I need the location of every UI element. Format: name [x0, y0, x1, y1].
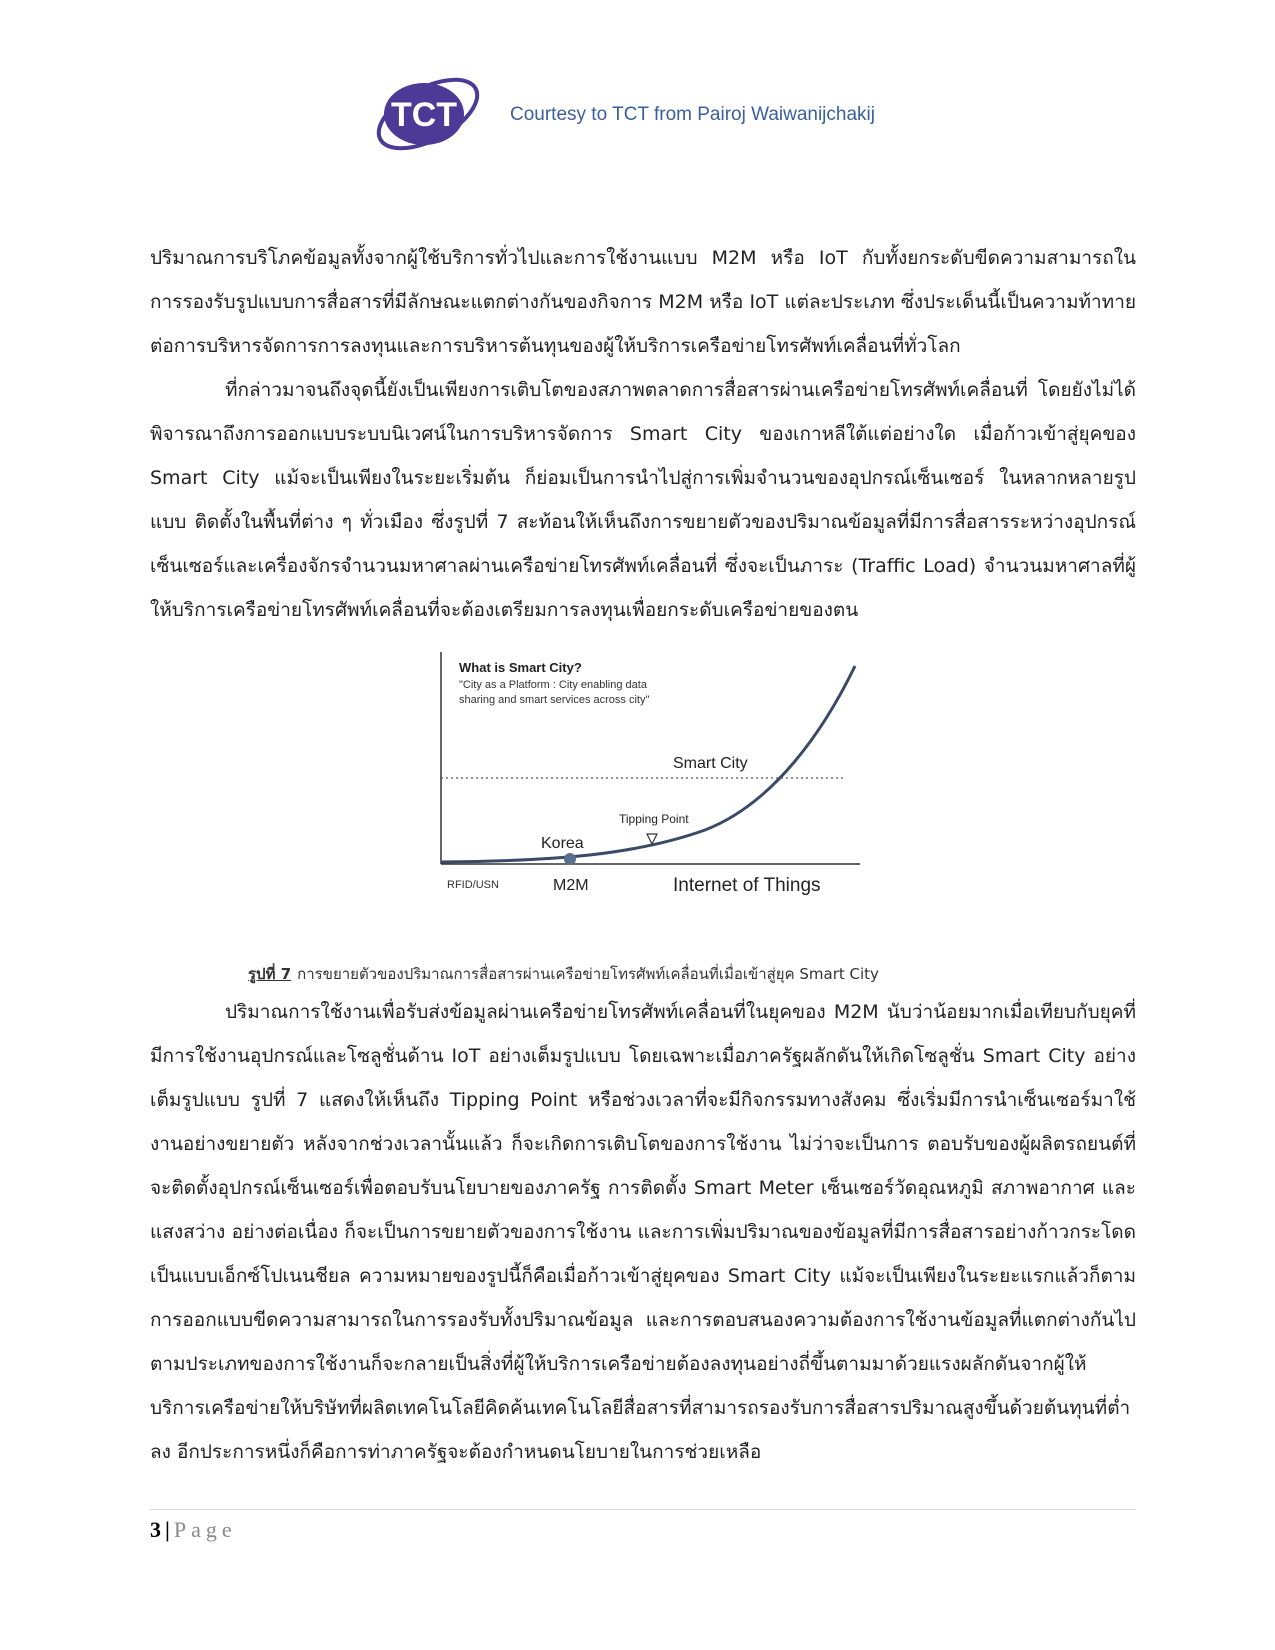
page-header — [370, 62, 875, 172]
caption-label: รูปที่ 7 — [248, 965, 292, 983]
korea-marker — [564, 853, 576, 865]
paragraph: ปริมาณการใช้งานเพื่อรับส่งข้อมูลผ่านเครือข่ายโทรศัพท์เคลื่อนที่ในยุคของ M2M นับว่าน้อยมากเมื่อเทียบกับยุคที่มีการใช้งานอุปกรณ์และโซลูชั่นด้าน IoT อย่างเต็มรูปแบบ โดยเฉพาะเมื่อภาครัฐผลักดันให้เกิดโซลูชั่น Smart City อย่างเต็มรูปแบบ รูปที่ 7 แสดงให้เห็นถึง Tipping Point หรือช่วงเวลาที่จะมีกิจกรรมทางสังคม ซึ่งเริ่มมีการนำเซ็นเซอร์มาใช้งานอย่างขยายตัว หลังจากช่วงเวลานั้นแล้ว ก็จะเกิดการเติบโตของการใช้งาน ไม่ว่าจะเป็นการ ตอบรับของผู้ผลิตรถยนต์ที่จะติดตั้งอุปกรณ์เซ็นเซอร์เพื่อตอบรับนโยบายของภาครัฐ การติดตั้ง Smart Meter เซ็นเซอร์วัดอุณหภูมิ สภาพอากาศ และแสงสว่าง อย่างต่อเนื่อง ก็จะเป็นการขยายตัวของการใช้งาน และการเพิ่มปริมาณของข้อมูลที่มีการสื่อสารอย่างก้าวกระโดดเป็นแบบเอ็กซ์โปเนนชียล ความหมายของรูปนี้ก็คือเมื่อก้าวเข้าสู่ยุคของ Smart City แม้จะเป็นเพียงในระยะแรกแล้วก็ตาม การออกแบบขีดความสามารถในการรองรับทั้งปริมาณข้อมูล และการตอบสนองความต้องการใช้งานข้อมูลที่แตกต่างกันไป ตามประเภทของการใช้งานก็จะกลายเป็นสิ่งที่ผู้ให้บริการเครือข่ายต้องลงทุนอย่างถี่ขึ้นตามมาด้วยแรงผลักดันจากผู้ให้บริการเครือข่ายให้บริษัทที่ผลิตเทคโนโลยีคิดค้นเทคโนโลยีสื่อสารที่สามารถรองรับการสื่อสารปริมาณสูงขึ้นด้วยต้นทุนที่ต่ำลง อีกประการหนึ่งก็คือการท่าภาครัฐจะต้องกำหนดนโยบายในการช่วยเหลือ — [150, 1001, 1136, 1463]
smart-city-figure — [435, 648, 875, 948]
caption-text: การขยายตัวของปริมาณการสื่อสารผ่านเครือข่ายโทรศัพท์เคลื่อนที่เมื่อเข้าสู่ยุค Smart City — [297, 965, 879, 983]
smart-city-chart — [435, 648, 875, 948]
page-footer — [150, 1517, 237, 1543]
tipping-point-label: Tipping Point — [619, 812, 689, 826]
axis-label-m2m: M2M — [553, 877, 589, 894]
page-label: Page — [173, 1517, 237, 1542]
logo-text: TCT — [390, 96, 458, 134]
courtesy-text: Courtesy to TCT from Pairoj Waiwanijchakij — [510, 104, 875, 125]
figure-caption — [248, 962, 879, 986]
smart-city-label: Smart City — [673, 755, 748, 772]
body-text-top — [150, 236, 1136, 632]
korea-label: Korea — [541, 835, 584, 852]
page-separator: | — [165, 1517, 170, 1542]
figure-subtitle-line1: "City as a Platform : City enabling data — [459, 679, 647, 691]
tct-logo — [370, 62, 495, 162]
figure-title: What is Smart City? — [459, 660, 582, 675]
axis-label-rfid: RFID/USN — [447, 879, 499, 891]
tipping-point-marker — [647, 834, 657, 844]
paragraph: ที่กล่าวมาจนถึงจุดนี้ยังเป็นเพียงการเติบโตของสภาพตลาดการสื่อสารผ่านเครือข่ายโทรศัพท์เคลื่อนที่ โดยยังไม่ได้พิจารณาถึงการออกแบบระบบนิเวศน์ในการบริหารจัดการ Smart City ของเกาหลีใต้แต่อย่างใด เมื่อก้าวเข้าสู่ยุคของ Smart City แม้จะเป็นเพียงในระยะเริ่มต้น ก็ย่อมเป็นการนำไปสู่การเพิ่มจำนวนของอุปกรณ์เซ็นเซอร์ ในหลากหลายรูปแบบ ติดตั้งในพื้นที่ต่าง ๆ ทั่วเมือง ซึ่งรูปที่ 7 สะท้อนให้เห็นถึงการขยายตัวของปริมาณข้อมูลที่มีการสื่อสารระหว่างอุปกรณ์เซ็นเซอร์และเครื่องจักรจำนวนมหาศาลผ่านเครือข่ายโทรศัพท์เคลื่อนที่ ซึ่งจะเป็นภาระ (Traffic Load) จำนวนมหาศาลที่ผู้ให้บริการเครือข่ายโทรศัพท์เคลื่อนที่จะต้องเตรียมการลงทุนเพื่อยกระดับเครือข่ายของตน — [150, 379, 1136, 621]
axis-label-iot: Internet of Things — [673, 875, 821, 896]
body-text-bottom — [150, 990, 1136, 1474]
figure-subtitle-line2: sharing and smart services across city" — [459, 694, 650, 706]
paragraph: ปริมาณการบริโภคข้อมูลทั้งจากผู้ใช้บริการทั่วไปและการใช้งานแบบ M2M หรือ IoT กับทั้งยกระดับขีดความสามารถในการรองรับรูปแบบการสื่อสารที่มีลักษณะแตกต่างกันของกิจการ M2M หรือ IoT แต่ละประเภท ซึ่งประเด็นนี้เป็นความท้าทายต่อการบริหารจัดการการลงทุนและการบริหารต้นทุนของผู้ให้บริการเครือข่ายโทรศัพท์เคลื่อนที่ทั่วโลก — [150, 247, 1136, 357]
page-number: 3 — [150, 1517, 161, 1542]
footer-divider — [150, 1509, 1136, 1510]
